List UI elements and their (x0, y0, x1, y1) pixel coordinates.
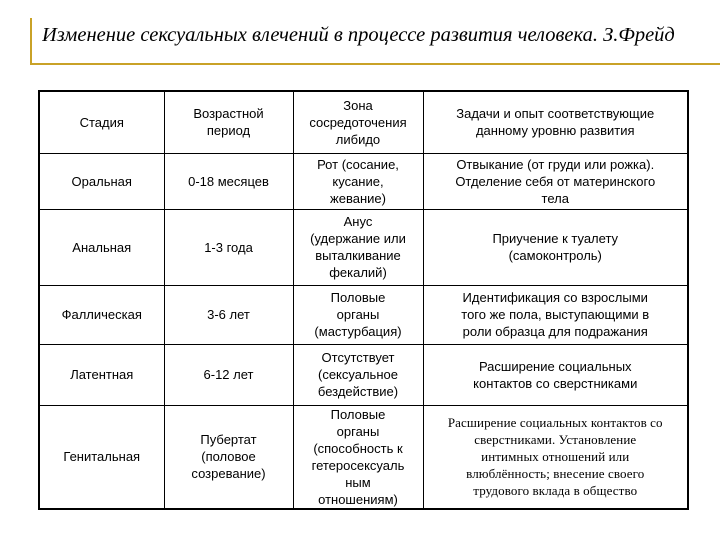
table-row (39, 405, 688, 509)
header-stage: Стадия (39, 91, 164, 153)
tasks-cell: Приучение к туалету (самоконтроль) (423, 209, 688, 285)
age-cell: 1-3 года (164, 209, 293, 285)
table-row (39, 209, 688, 285)
table-row (39, 344, 688, 405)
zone-cell: Анус (удержание или выталкивание фекалий) (293, 209, 423, 285)
table-header-row (39, 91, 688, 153)
age-cell: 3-6 лет (164, 285, 293, 344)
age-cell: 0-18 месяцев (164, 153, 293, 209)
tasks-cell: Расширение социальных контактов со сверстниками. Установление интимных отношений или влюблённость; внесение своего трудового вклада в общество (423, 405, 688, 509)
freud-stages-table (38, 90, 689, 510)
age-cell: 6-12 лет (164, 344, 293, 405)
stage-cell: Латентная (39, 344, 164, 405)
tasks-cell: Расширение социальных контактов со сверстниками (423, 344, 688, 405)
header-age-period: Возрастной период (164, 91, 293, 153)
title-accent-vertical-rule (30, 18, 32, 64)
zone-cell: Половые органы (мастурбация) (293, 285, 423, 344)
zone-cell: Рот (сосание, кусание, жевание) (293, 153, 423, 209)
age-cell: Пубертат (половое созревание) (164, 405, 293, 509)
zone-cell: Половые органы (способность к гетеросексуаль ным отношениям) (293, 405, 423, 509)
stage-cell: Анальная (39, 209, 164, 285)
title-accent-horizontal-rule (30, 63, 720, 65)
header-libido-zone: Зона сосредоточения либидо (293, 91, 423, 153)
tasks-cell: Идентификация со взрослыми того же пола, выступающими в роли образца для подражания (423, 285, 688, 344)
zone-cell: Отсутствует (сексуальное бездействие) (293, 344, 423, 405)
stage-cell: Оральная (39, 153, 164, 209)
table-row (39, 153, 688, 209)
table-row (39, 285, 688, 344)
page-title: Изменение сексуальных влечений в процессе развития человека. З.Фрейд (42, 24, 675, 46)
stage-cell: Фаллическая (39, 285, 164, 344)
header-tasks: Задачи и опыт соответствующие данному уровню развития (423, 91, 688, 153)
tasks-cell: Отвыкание (от груди или рожка). Отделение себя от материнского тела (423, 153, 688, 209)
stage-cell: Генитальная (39, 405, 164, 509)
